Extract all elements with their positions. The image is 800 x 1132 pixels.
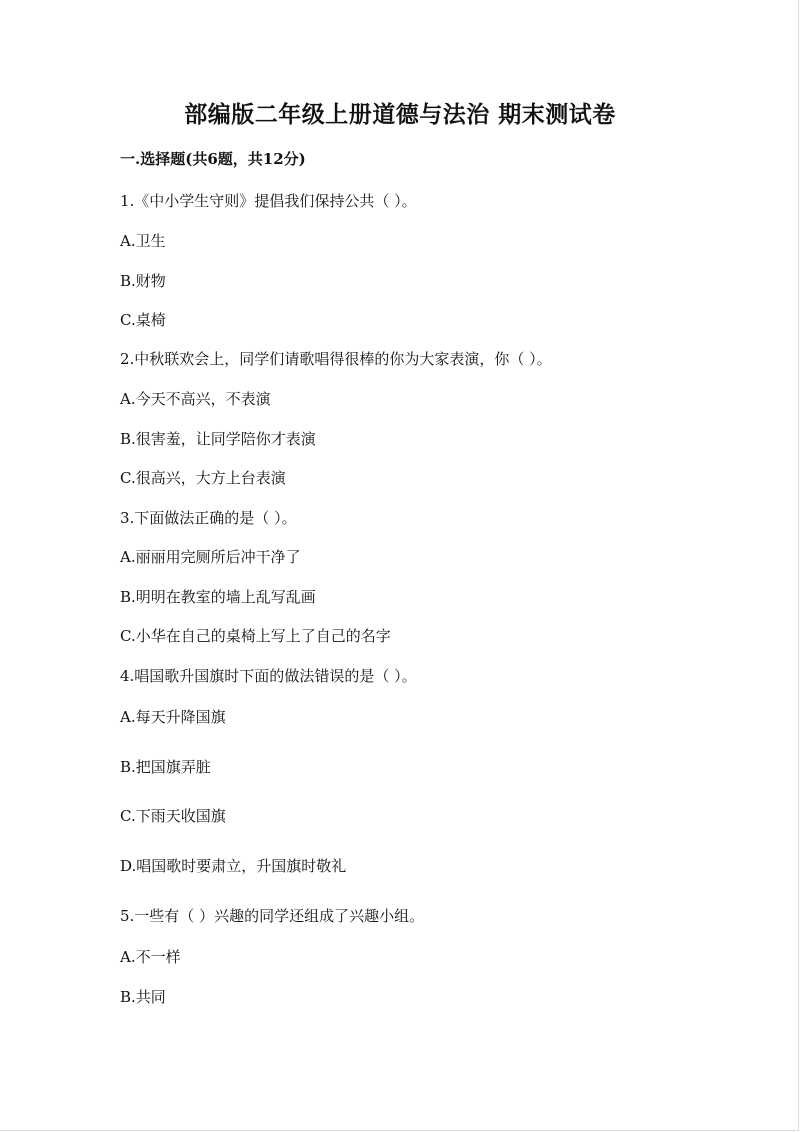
question-2-option-a: A.今天不高兴，不表演 [120,390,271,408]
question-2-stem: 2.中秋联欢会上，同学们请歌唱得很棒的你为大家表演，你（ ）。 [120,350,552,368]
question-4-option-a: A.每天升降国旗 [120,708,226,726]
question-3-option-b: B.明明在教室的墙上乱写乱画 [120,588,316,606]
question-1-option-c: C.桌椅 [120,311,166,329]
section-heading: 一.选择题(共6题，共12分) [120,150,306,168]
question-1-stem: 1.《中小学生守则》提倡我们保持公共（ ）。 [120,192,417,210]
question-3-option-c: C.小华在自己的桌椅上写上了自己的名字 [120,627,391,645]
question-4-option-d: D.唱国歌时要肃立，升国旗时敬礼 [120,857,347,875]
question-1-option-a: A.卫生 [120,232,166,250]
question-5-option-a: A.不一样 [120,948,181,966]
question-4-stem: 4.唱国歌升国旗时下面的做法错误的是（ ）。 [120,667,417,685]
question-2-option-b: B.很害羞，让同学陪你才表演 [120,430,316,448]
question-5-stem: 5.一些有（ ）兴趣的同学还组成了兴趣小组。 [120,907,425,925]
document-title: 部编版二年级上册道德与法治 期末测试卷 [184,101,616,128]
question-2-option-c: C.很高兴，大方上台表演 [120,469,286,487]
question-3-stem: 3.下面做法正确的是（ ）。 [120,509,297,527]
question-4-option-c: C.下雨天收国旗 [120,807,226,825]
question-5-option-b: B.共同 [120,988,166,1006]
question-3-option-a: A.丽丽用完厕所后冲干净了 [120,548,301,566]
question-4-option-b: B.把国旗弄脏 [120,758,211,776]
question-1-option-b: B.财物 [120,272,166,290]
